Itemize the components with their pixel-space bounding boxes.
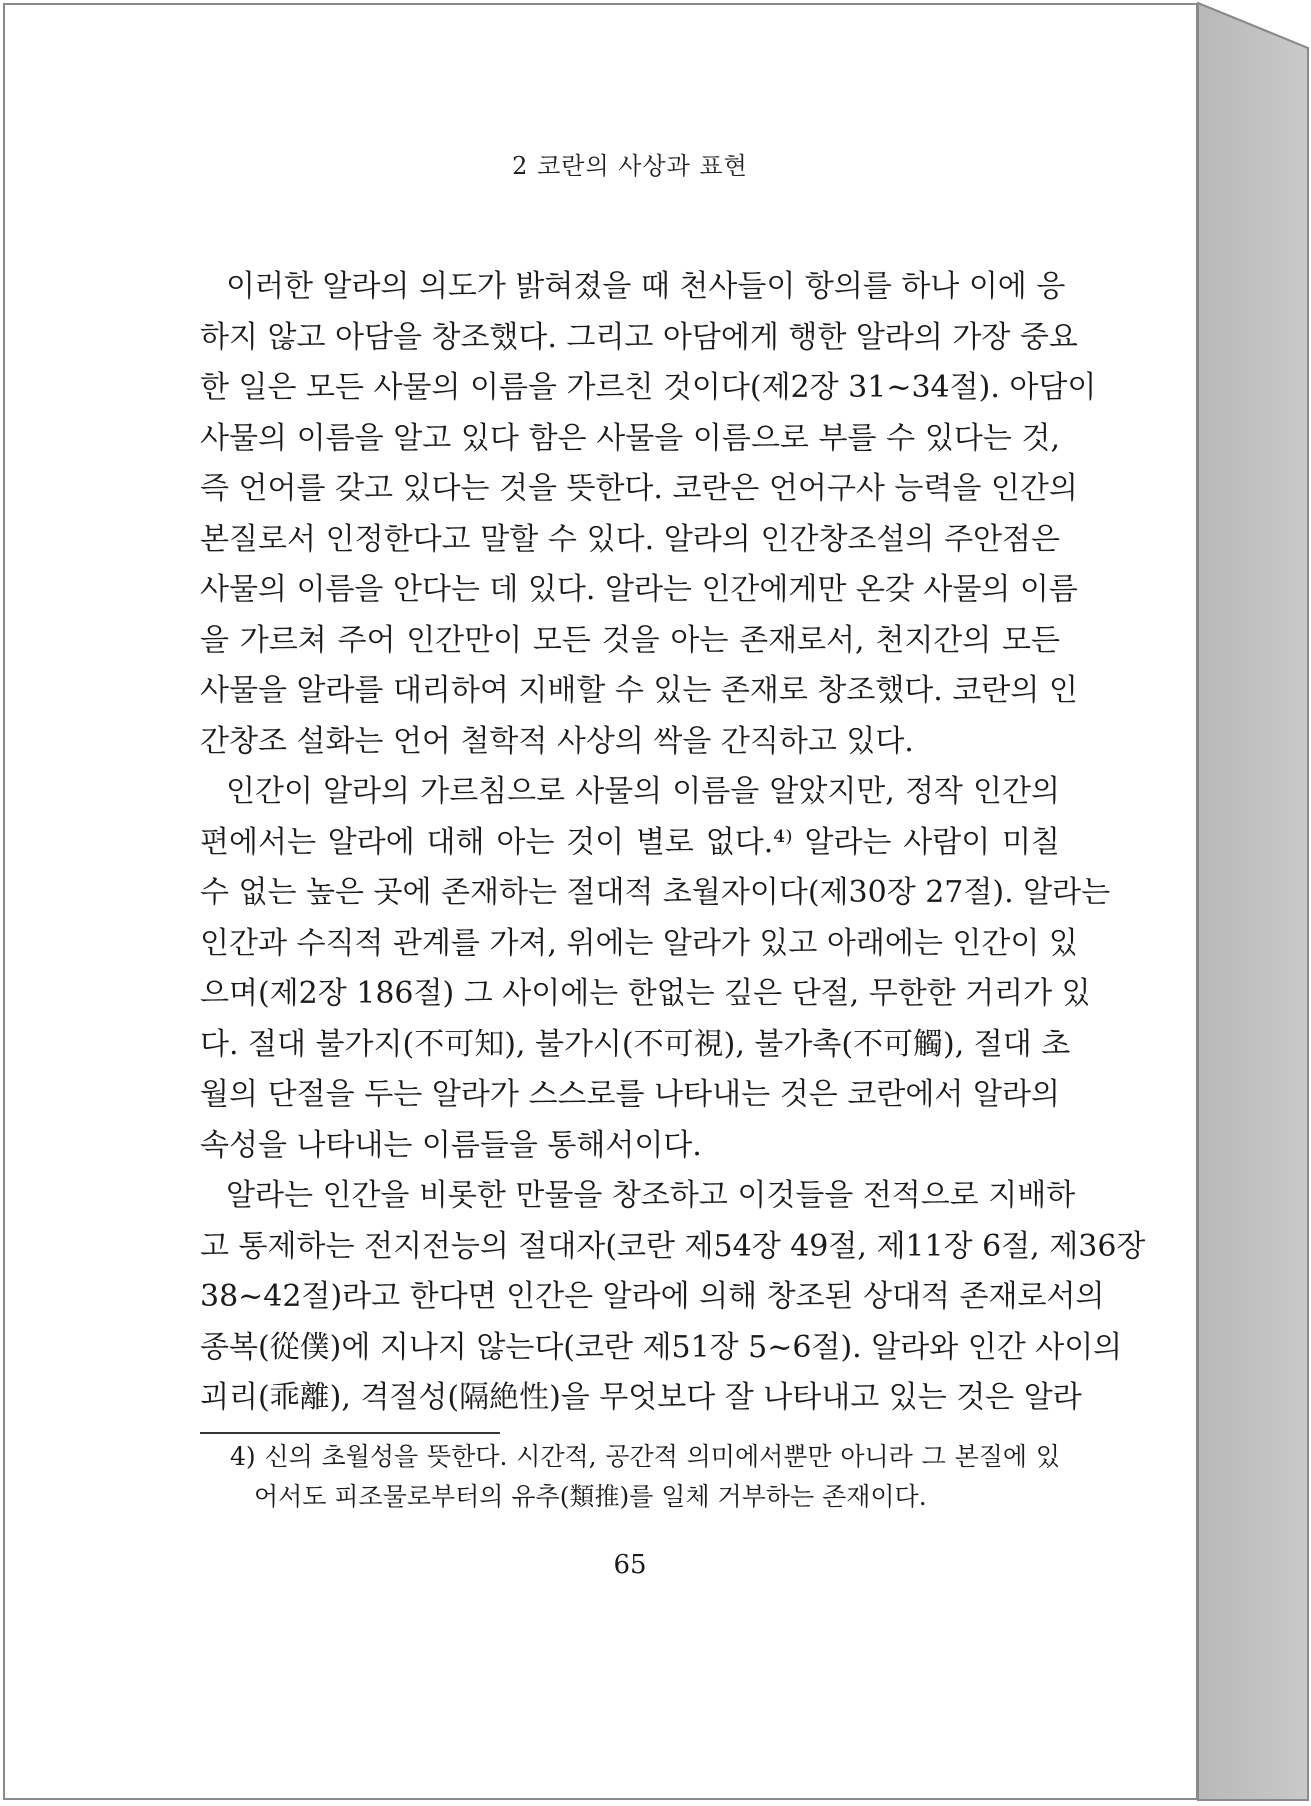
text-line: 본질로서 인정한다고 말할 수 있다. 알라의 인간창조설의 주안점은 xyxy=(200,521,1060,557)
text-line: 사물을 알라를 대리하여 지배할 수 있는 존재로 창조했다. 코란의 인 xyxy=(200,673,1078,708)
text-line: 종복(從僕)에 지나지 않는다(코란 제51장 5~6절). 알라와 인간 사이의 xyxy=(200,1329,1123,1365)
running-head: 2 코란의 사상과 표현 xyxy=(512,152,748,180)
footnote-divider xyxy=(200,1432,500,1434)
text-line: 월의 단절을 두는 알라가 스스로를 나타내는 것은 코란에서 알라의 xyxy=(200,1077,1060,1112)
text-line: 다. 절대 불가지(不可知), 불가시(不可視), 불가촉(不可觸), 절대 초 xyxy=(200,1026,1071,1062)
footnotes xyxy=(230,1437,1060,1517)
text-line: 사물의 이름을 알고 있다 함은 사물을 이름으로 부를 수 있다는 것, xyxy=(200,420,1060,456)
text-line: 수 없는 높은 곳에 존재하는 절대적 초월자이다(제30장 27절). 알라는 xyxy=(200,875,1111,910)
page-number: 65 xyxy=(613,1550,647,1580)
text-line: 고 통제하는 전지전능의 절대자(코란 제54장 49절, 제11장 6절, 제36장 xyxy=(200,1228,1146,1264)
text-line: 속성을 나타내는 이름들을 통해서이다. xyxy=(200,1127,702,1163)
text-line: 을 가르쳐 주어 인간만이 모든 것을 아는 존재로서, 천지간의 모든 xyxy=(200,622,1060,658)
text-line: 인간이 알라의 가르침으로 사물의 이름을 알았지만, 정작 인간의 xyxy=(226,774,1060,809)
text-line: 이러한 알라의 의도가 밝혀졌을 때 천사들이 항의를 하나 이에 응 xyxy=(226,269,1066,304)
footnote-line: 어서도 피조물로부터의 유추(類推)를 일체 거부하는 존재이다. xyxy=(254,1482,927,1511)
book-spine-side xyxy=(1198,3,1308,1800)
text-line: 괴리(乖離), 격절성(隔絶性)을 무엇보다 잘 나타내고 있는 것은 알라 xyxy=(200,1380,1082,1415)
body-text xyxy=(200,262,1146,1424)
text-line: 으며(제2장 186절) 그 사이에는 한없는 깊은 단절, 무한한 거리가 있 xyxy=(200,976,1091,1011)
text-line: 간창조 설화는 언어 철학적 사상의 싹을 간직하고 있다. xyxy=(200,723,914,759)
footnote-line: 4) 신의 초월성을 뜻한다. 시간적, 공간적 의미에서뿐만 아니라 그 본질에 있 xyxy=(230,1442,1060,1471)
text-line: 편에서는 알라에 대해 아는 것이 별로 없다.⁴⁾ 알라는 사람이 미칠 xyxy=(200,824,1060,860)
text-line: 즉 언어를 갖고 있다는 것을 뜻한다. 코란은 언어구사 능력을 인간의 xyxy=(200,471,1078,506)
text-line: 하지 않고 아담을 창조했다. 그리고 아담에게 행한 알라의 가장 중요 xyxy=(200,319,1078,355)
text-line: 사물의 이름을 안다는 데 있다. 알라는 인간에게만 온갖 사물의 이름 xyxy=(200,572,1078,607)
text-line: 인간과 수직적 관계를 가져, 위에는 알라가 있고 아래에는 인간이 있 xyxy=(200,925,1078,961)
text-line: 38~42절)라고 한다면 인간은 알라에 의해 창조된 상대적 존재로서의 xyxy=(200,1279,1105,1314)
text-line: 알라는 인간을 비롯한 만물을 창조하고 이것들을 전적으로 지배하 xyxy=(226,1178,1076,1213)
text-line: 한 일은 모든 사물의 이름을 가르친 것이다(제2장 31~34절). 아담이 xyxy=(200,370,1097,405)
book-top-edge xyxy=(1198,3,1308,48)
